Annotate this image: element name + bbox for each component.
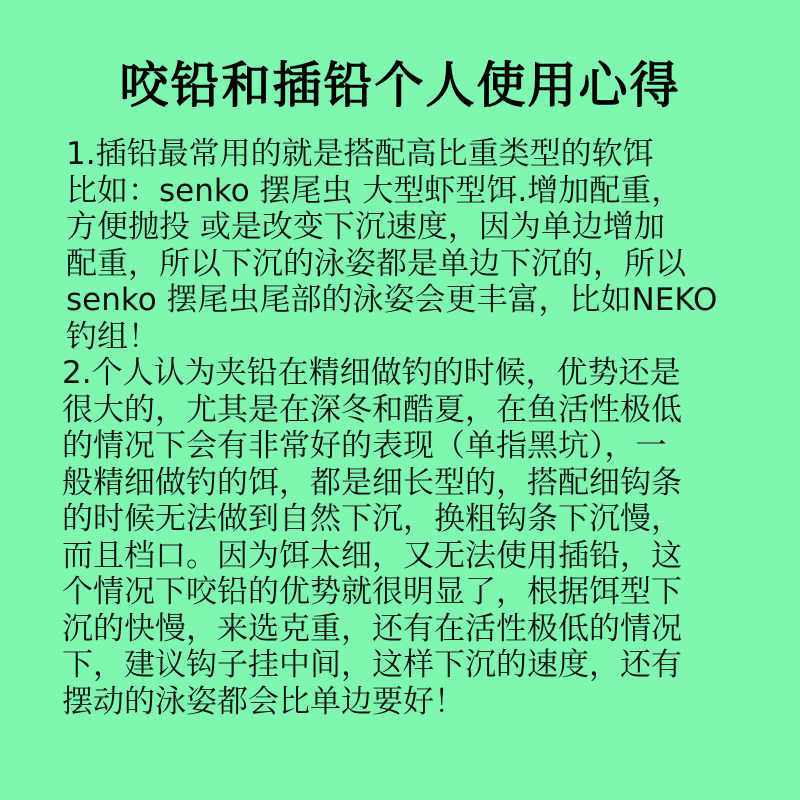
- text-line: 摆动的泳姿都会比单边要好！: [62, 683, 465, 720]
- text-line: 比如：senko 摆尾虫 大型虾型饵.增加配重，: [66, 172, 683, 209]
- text-line: 的时候无法做到自然下沉，换粗钩条下沉慢，: [62, 501, 682, 537]
- page-title: 咬铅和插铅个人使用心得: [119, 57, 681, 114]
- text-line: 下，建议钩子挂中间，这样下沉的速度，还有: [62, 647, 682, 683]
- text-line: 钓组！: [66, 318, 159, 355]
- text-line: 的情况下会有非常好的表现（单指黑坑），一: [62, 428, 667, 464]
- text-line: senko 摆尾虫尾部的泳姿会更丰富，比如NEKO: [66, 282, 718, 318]
- paragraph-1: [62, 136, 752, 355]
- paragraph-2: [62, 355, 752, 720]
- text-line: 很大的，尤其是在深冬和酷夏，在鱼活性极低: [62, 391, 682, 428]
- text-line: 沉的快慢，来选克重，还有在活性极低的情况: [62, 610, 682, 647]
- text-line: 而且档口。因为饵太细，又无法使用插铅，这: [62, 537, 682, 574]
- text-line: 般精细做钓的饵，都是细长型的，搭配细钩条: [62, 464, 682, 501]
- text-line: 2.个人认为夹铅在精细做钓的时候，优势还是: [62, 355, 681, 391]
- text-line: 方便抛投 或是改变下沉速度，因为单边增加: [66, 209, 665, 245]
- text-line: 个情况下咬铅的优势就很明显了，根据饵型下: [62, 574, 682, 610]
- text-line: 1.插铅最常用的就是搭配高比重类型的软饵: [66, 136, 654, 172]
- body-text: [62, 136, 752, 720]
- text-line: 配重，所以下沉的泳姿都是单边下沉的，所以: [66, 245, 686, 282]
